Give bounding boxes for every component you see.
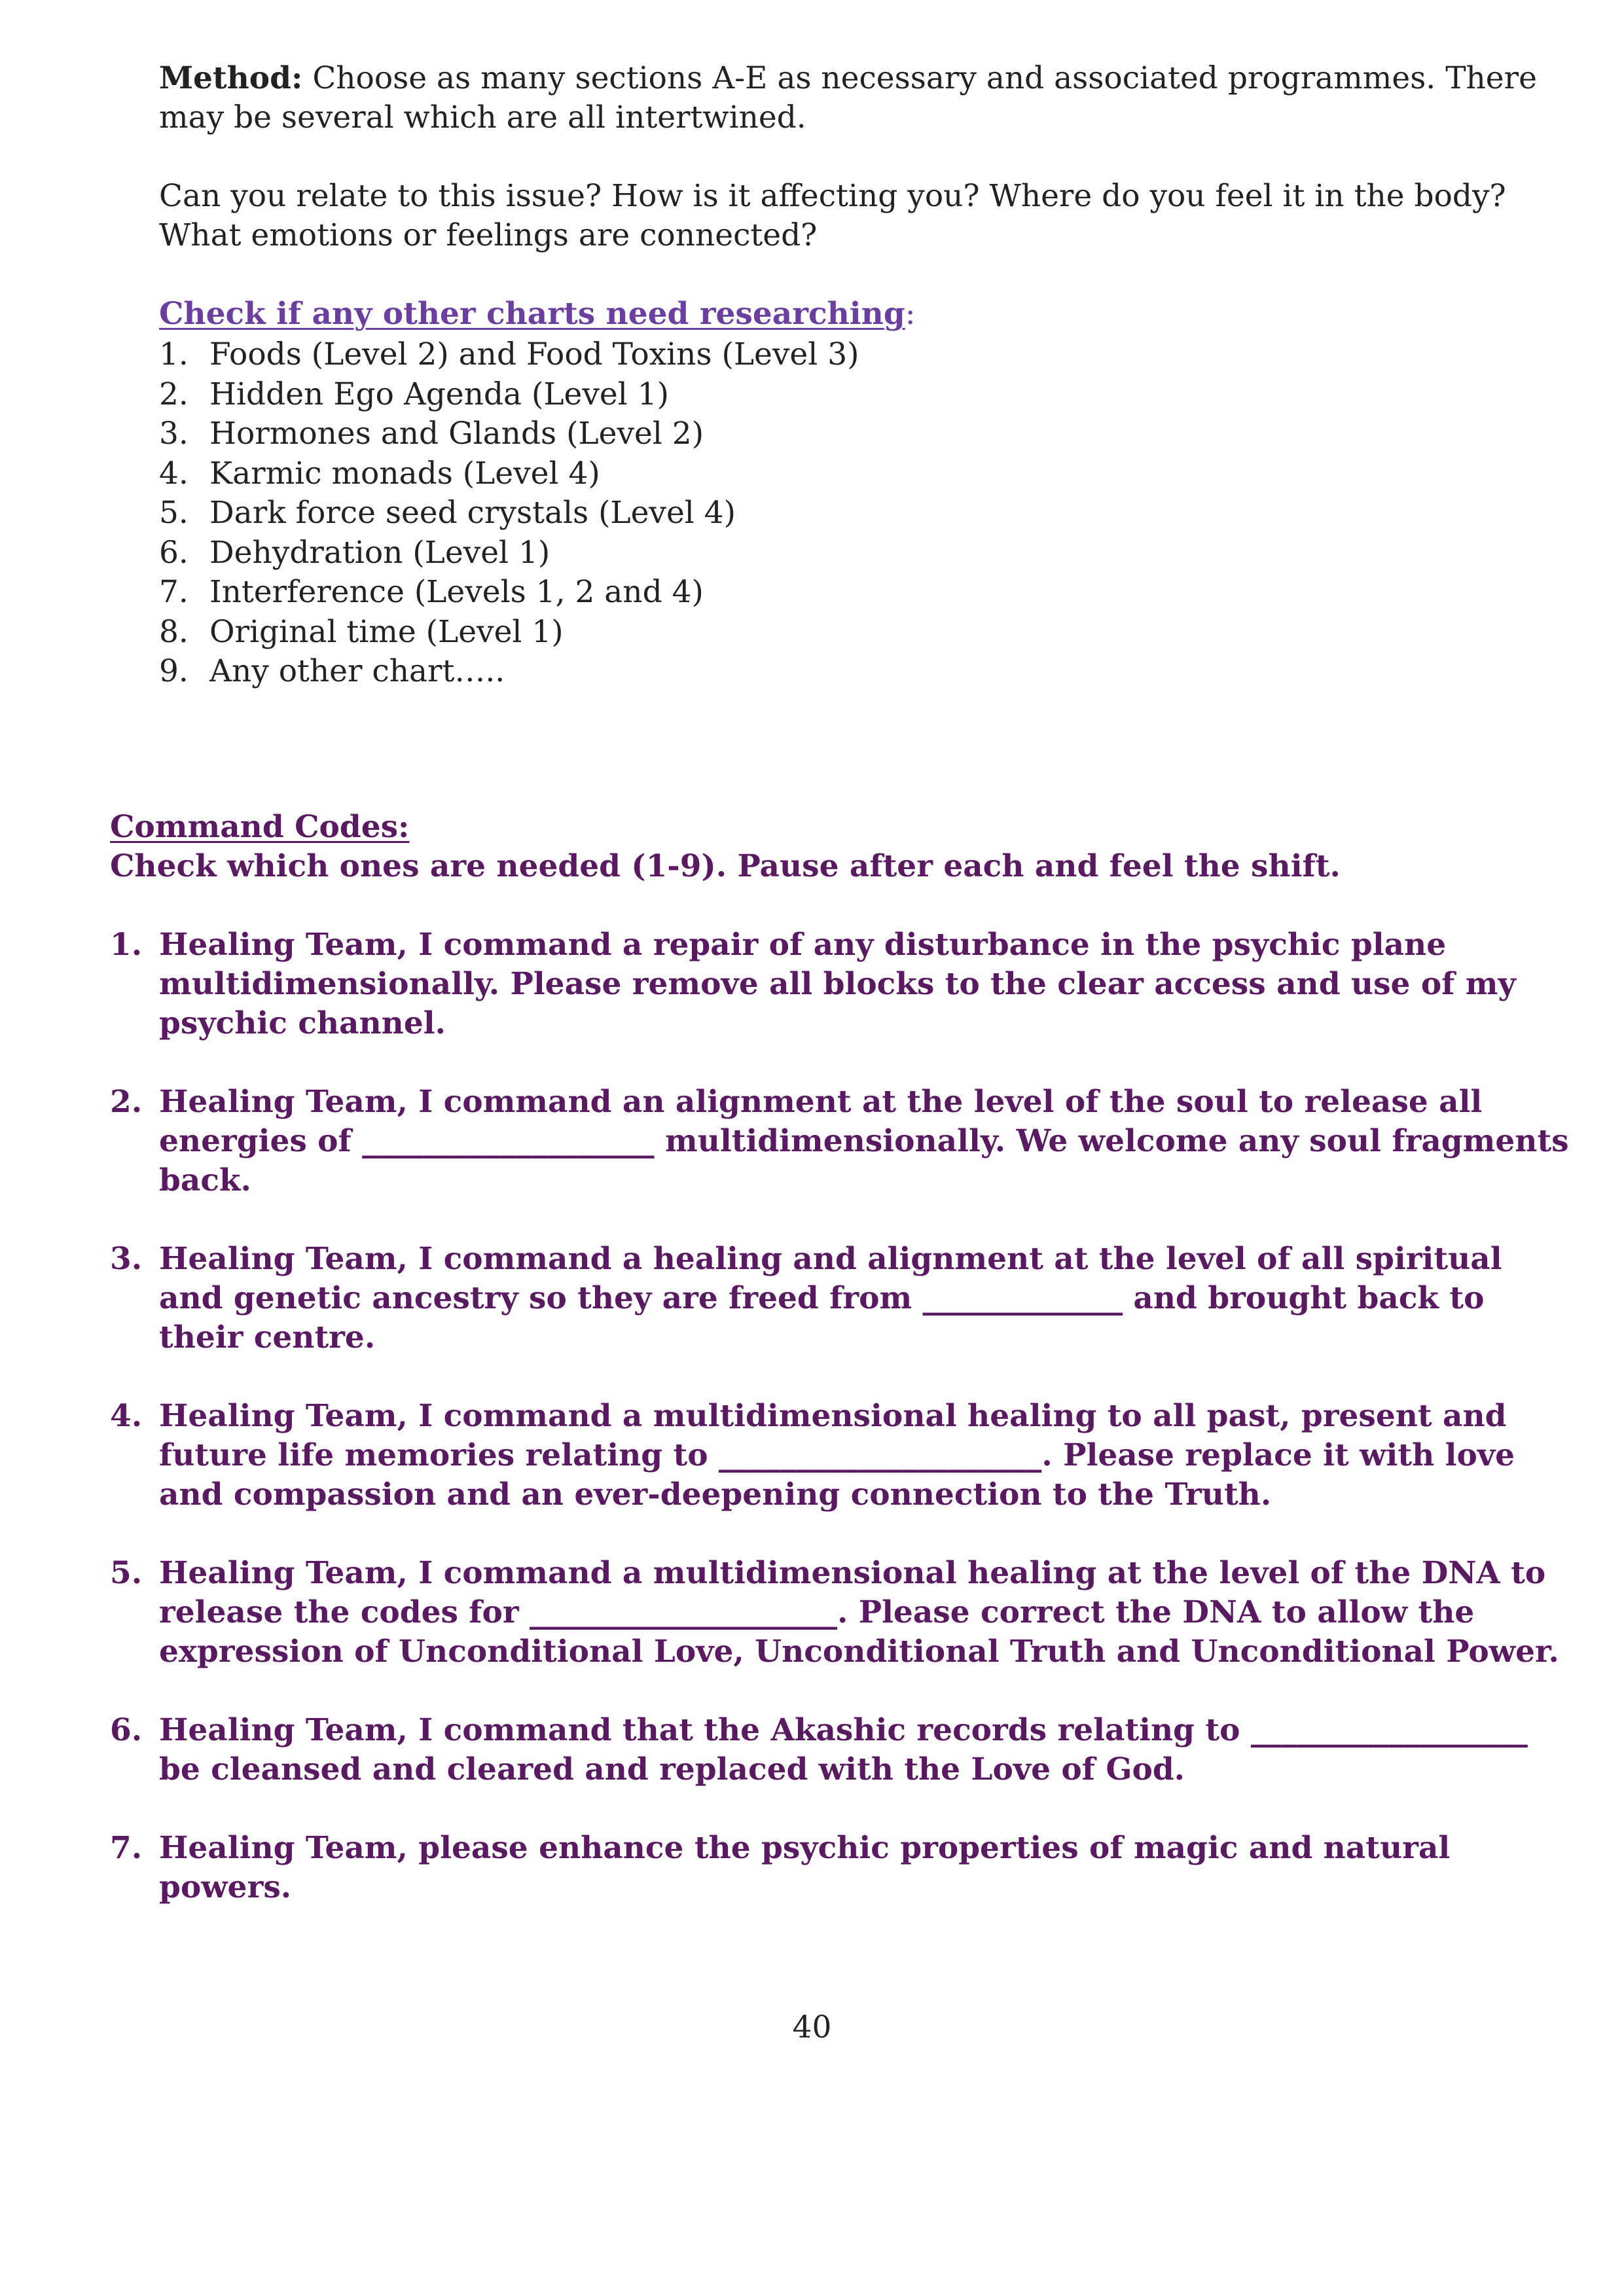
list-item: [159, 533, 1566, 573]
charts-heading: [159, 295, 1566, 334]
page-number: 40: [792, 2009, 832, 2045]
command-code-text: Healing Team, I command a healing and alignment at the level of all spiritual and genetic ancestry so they are freed from _____________ and brought back to their centre.: [159, 1241, 1502, 1355]
command-code-item: [110, 925, 1576, 1043]
command-code-text: Healing Team, I command a multidimensional healing at the level of the DNA to release the codes for ____________________. Please correct the DNA to allow the expression of Unconditional Love, Unconditional Truth and Unconditional Power.: [159, 1555, 1559, 1670]
list-item-text: Interference (Levels 1, 2 and 4): [209, 574, 704, 610]
list-item-number: 3.: [159, 416, 189, 452]
command-codes-instruction: Check which ones are needed (1-9). Pause after each and feel the shift.: [110, 848, 1341, 884]
list-item-number: 8.: [159, 613, 189, 650]
command-codes-header: [110, 808, 1570, 886]
list-item-text: Foods (Level 2) and Food Toxins (Level 3): [209, 336, 859, 372]
command-code-item: [110, 1083, 1576, 1200]
list-item: [159, 573, 1566, 613]
list-item-text: Dark force seed crystals (Level 4): [209, 495, 736, 531]
command-code-number: 5.: [110, 1555, 143, 1591]
command-code-text: Healing Team, I command a repair of any disturbance in the psychic plane multidimensionally. Please remove all blocks to the clear access and use of my psychic channel.: [159, 927, 1516, 1041]
questions-paragraph: Can you relate to this issue? How is it affecting you? Where do you feel it in the body? What emotions or feelings are connected?: [159, 178, 1506, 253]
charts-heading-suffix: :: [905, 296, 916, 332]
command-code-number: 6.: [110, 1712, 143, 1748]
command-code-item: [110, 1711, 1576, 1789]
list-item-number: 7.: [159, 574, 189, 610]
method-paragraph: [159, 59, 1566, 137]
command-codes-list: [110, 925, 1576, 1946]
list-item-text: Karmic monads (Level 4): [209, 455, 600, 492]
command-code-number: 1.: [110, 927, 143, 963]
list-item-text: Any other chart…..: [209, 653, 505, 689]
command-code-number: 4.: [110, 1398, 143, 1434]
list-item: [159, 613, 1566, 653]
command-code-item: [110, 1829, 1576, 1907]
command-code-item: [110, 1554, 1576, 1672]
command-code-text: Healing Team, I command an alignment at the level of the soul to release all energies of ___________________ multidimensionally. We welcome any soul fragments back.: [159, 1084, 1569, 1198]
charts-list: [159, 335, 1566, 692]
list-item: [159, 652, 1566, 692]
list-item: [159, 335, 1566, 375]
command-code-number: 2.: [110, 1084, 143, 1120]
method-label: Method:: [159, 60, 303, 96]
command-code-number: 7.: [110, 1830, 143, 1866]
command-code-text: Healing Team, please enhance the psychic properties of magic and natural powers.: [159, 1830, 1451, 1905]
list-item: [159, 414, 1566, 454]
list-item: [159, 454, 1566, 494]
list-item-text: Original time (Level 1): [209, 613, 564, 650]
command-code-number: 3.: [110, 1241, 143, 1277]
list-item-number: 1.: [159, 336, 189, 372]
list-item: [159, 493, 1566, 533]
command-code-item: [110, 1240, 1576, 1357]
method-text: Choose as many sections A-E as necessary and associated programmes. There may be several which are all intertwined.: [159, 60, 1537, 135]
list-item-number: 4.: [159, 455, 189, 492]
list-item-text: Dehydration (Level 1): [209, 534, 550, 571]
command-code-text: Healing Team, I command a multidimensional healing to all past, present and future life memories relating to _____________________. Please replace it with love and compassion and an ever-deepening connection to the Truth.: [159, 1398, 1515, 1513]
command-code-item: [110, 1397, 1576, 1515]
command-codes-heading: Command Codes:: [110, 809, 410, 845]
list-item-number: 2.: [159, 376, 189, 412]
list-item: [159, 375, 1566, 415]
list-item-text: Hidden Ego Agenda (Level 1): [209, 376, 669, 412]
list-item-number: 6.: [159, 534, 189, 571]
list-item-number: 5.: [159, 495, 189, 531]
list-item-text: Hormones and Glands (Level 2): [209, 416, 704, 452]
command-code-text: Healing Team, I command that the Akashic records relating to __________________ be cleansed and cleared and replaced with the Love of God.: [159, 1712, 1528, 1787]
charts-heading-text: Check if any other charts need researching: [159, 296, 905, 332]
list-item-number: 9.: [159, 653, 189, 689]
